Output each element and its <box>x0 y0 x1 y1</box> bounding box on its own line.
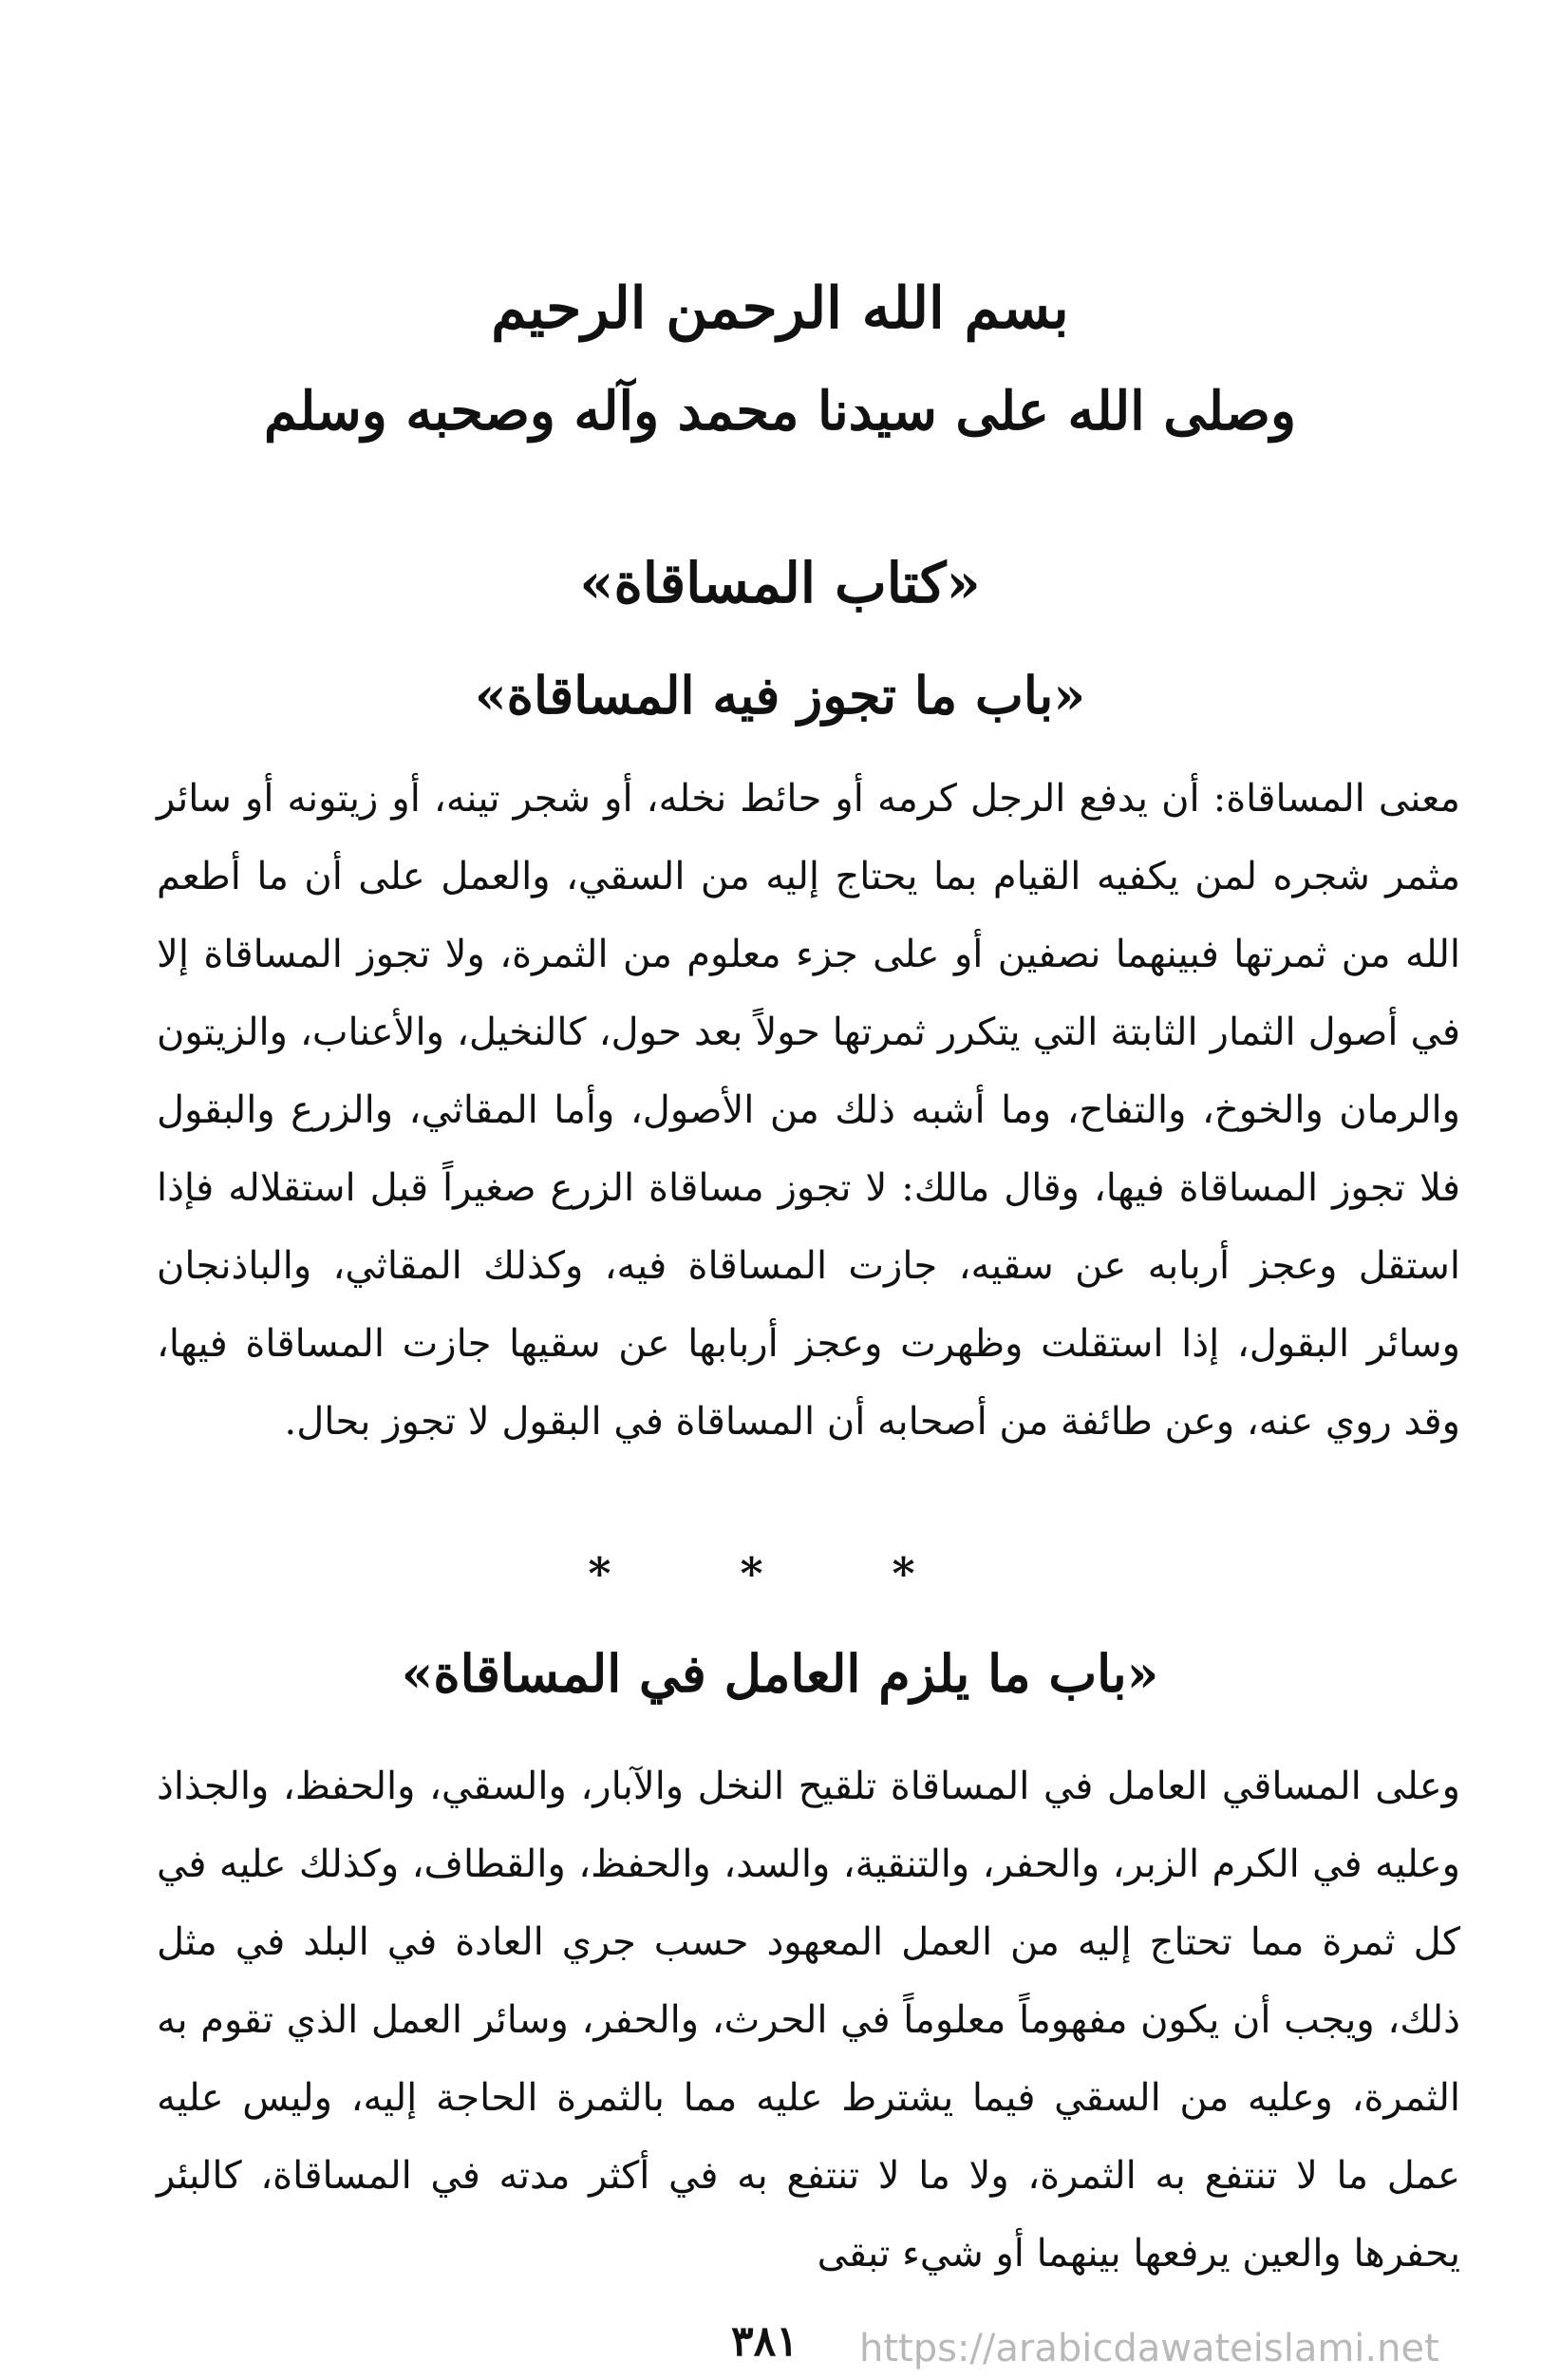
salawat-heading: وصلى الله على سيدنا محمد وآله وصحبه وسلم <box>264 380 1296 443</box>
chapter-title-1: «باب ما تجوز فيه المساقاة» <box>474 665 1086 726</box>
chapter-1-paragraph: معنى المساقاة: أن يدفع الرجل كرمه أو حائط نخله، أو شجر تينه، أو زيتونه أو سائر مثمر شجره لمن يكفيه القيام بما يحتاج إليه من السقي، والعمل على أن ما أطعم الله من ثمرتها فبينهما نصفين أو على جزء معلوم من الثمرة، ولا تجوز المساقاة إلا في أصول الثمار الثابتة التي يتكرر ثمرتها حولاً بعد حول، كالنخيل، والأعناب، والزيتون والرمان والخوخ، والتفاح، وما أشبه ذلك من الأصول، وأما المقاثي، والزرع والبقول فلا تجوز المساقاة فيها، وقال مالك: لا تجوز مساقاة الزرع صغيراً قبل استقلاله فإذا استقل وعجز أربابه عن سقيه، جازت المساقاة فيه، وكذلك المقاثي، والباذنجان وسائر البقول، إذا استقلت وظهرت وعجز أربابها عن سقيها جازت المساقاة فيها، وقد روي عنه، وعن طائفة من أصحابه أن المساقاة في البقول لا تجوز بحال. <box>157 777 1460 1444</box>
basmala-heading: بسم الله الرحمن الرحيم <box>491 275 1069 342</box>
watermark-url: https://arabicdawateislami.net <box>859 2327 1439 2371</box>
chapter-title-2: «باب ما يلزم العامل في المساقاة» <box>401 1643 1159 1704</box>
chapter-2-paragraph: وعلى المساقي العامل في المساقاة تلقيح النخل والآبار، والسقي، والحفظ، والجذاذ وعليه في الكرم الزبر، والحفر، والتنقية، والسد، والحفظ، والقطاف، وكذلك عليه في كل ثمرة مما تحتاج إليه من العمل المعهود حسب جري العادة في البلد في مثل ذلك، ويجب أن يكون مفهوماً معلوماً في الحرث، والحفر، وسائر العمل الذي تقوم به الثمرة، وعليه من السقي فيما يشترط عليه مما بالثمرة الحاجة إليه، وليس عليه عمل ما لا تنتفع به الثمرة، ولا ما لا تنتفع به في أكثر مدته في المساقاة، كالبئر يحفرها والعين يرفعها بينهما أو شيء تبقى <box>157 1765 1460 2276</box>
book-title: «كتاب المساقاة» <box>579 551 981 615</box>
section-separator: * * * <box>588 1548 972 1599</box>
page-number: ٣٨١ <box>731 2317 799 2366</box>
